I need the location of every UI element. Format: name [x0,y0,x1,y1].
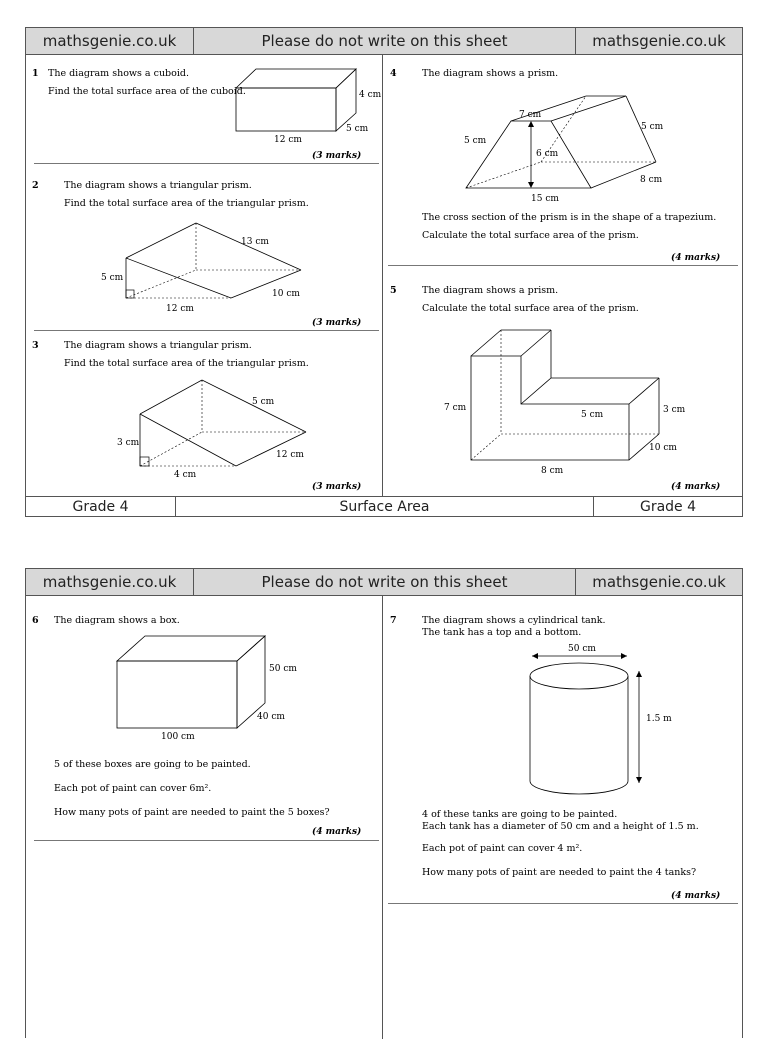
question-3-line-2: Find the total surface area of the triangular prism. [64,358,309,369]
prism2-base-label: 12 cm [166,304,194,314]
box-length-label: 100 cm [161,732,195,742]
question-3-number: 3 [32,340,39,351]
question-6-rule [34,840,379,841]
question-3-marks: (3 marks) [312,482,362,492]
question-6-number: 6 [32,615,39,626]
sheet-1-header [26,28,742,55]
l-shaped-prism-diagram [441,326,701,486]
question-5-line-2: Calculate the total surface area of the prism. [422,303,639,314]
question-4-rule [388,265,738,266]
cuboid-height-label: 4 cm [359,90,382,100]
question-4-marks: (4 marks) [671,253,721,263]
header-left-site: mathsgenie.co.uk [26,28,194,54]
question-6-line-1: The diagram shows a box. [54,615,180,626]
question-6-line-4: How many pots of paint are needed to paint the 5 boxes? [54,807,330,818]
trapezium-prism-diagram [461,90,691,210]
box-height-label: 50 cm [269,664,297,674]
triangular-prism-diagram-1 [96,218,316,318]
l-prism-length-label: 8 cm [541,466,564,476]
question-5-line-1: The diagram shows a prism. [422,285,559,296]
question-7-rule [388,903,738,904]
header-notice: Please do not write on this sheet [194,28,576,54]
question-3-line-1: The diagram shows a triangular prism. [64,340,252,351]
sheet-1-footer [26,496,742,517]
question-5-marks: (4 marks) [671,482,721,492]
question-4-number: 4 [390,68,397,79]
column-divider [382,595,383,1039]
question-1-rule [34,163,379,164]
question-2-marks: (3 marks) [312,318,362,328]
question-1-marks: (3 marks) [312,151,362,161]
prism2-slant-label: 13 cm [241,237,269,247]
l-prism-step-height-label: 3 cm [663,405,686,415]
question-2-line-1: The diagram shows a triangular prism. [64,180,252,191]
trapezium-base-label: 15 cm [531,194,559,204]
footer-topic: Surface Area [176,497,594,517]
question-7-line-1: The diagram shows a cylindrical tank. [422,615,606,626]
header-left-site: mathsgenie.co.uk [26,569,194,595]
trapezium-top-label: 7 cm [519,110,542,120]
footer-left-grade: Grade 4 [26,497,176,517]
question-6-line-2: 5 of these boxes are going to be painted. [54,759,251,770]
question-4-line-1: The diagram shows a prism. [422,68,559,79]
question-7-number: 7 [390,615,397,626]
prism3-base-label: 4 cm [174,470,197,480]
question-7-line-5: Each pot of paint can cover 4 m². [422,843,583,854]
prism3-length-label: 12 cm [276,450,304,460]
trapezium-left-slant-label: 5 cm [464,136,487,146]
question-2-rule [34,330,379,331]
header-right-site: mathsgenie.co.uk [592,32,726,50]
box-depth-label: 40 cm [257,712,285,722]
worksheet-2 [25,568,743,1038]
prism2-length-label: 10 cm [272,289,300,299]
cuboid-diagram [226,61,386,151]
cylinder-diameter-label: 50 cm [568,644,596,654]
question-6-marks: (4 marks) [312,827,362,837]
cuboid-length-label: 12 cm [274,135,302,145]
question-5-number: 5 [390,285,397,296]
header-right-site: mathsgenie.co.uk [592,573,726,591]
l-prism-step-label: 5 cm [581,410,604,420]
sheet-2-header [26,569,742,596]
trapezium-depth-label: 8 cm [640,175,663,185]
footer-right-grade: Grade 4 [639,499,697,515]
question-4-line-3: Calculate the total surface area of the prism. [422,230,639,241]
triangular-prism-diagram-2 [116,378,316,478]
question-1-line-1: The diagram shows a cuboid. [48,68,189,79]
header-notice: Please do not write on this sheet [194,569,576,595]
worksheet-1 [25,27,743,517]
question-7-line-6: How many pots of paint are needed to paint the 4 tanks? [422,867,697,878]
question-1-line-2: Find the total surface area of the cuboid. [48,86,246,97]
question-7-line-2: The tank has a top and a bottom. [422,627,582,638]
prism3-slant-label: 5 cm [252,397,275,407]
question-7-line-3: 4 of these tanks are going to be painted. [422,809,618,820]
box-diagram [111,631,341,743]
question-4-line-2: The cross section of the prism is in the shape of a trapezium. [422,212,717,223]
question-2-line-2: Find the total surface area of the triangular prism. [64,198,309,209]
question-1-number: 1 [32,68,39,79]
prism3-height-label: 3 cm [117,438,140,448]
cylinder-diagram [496,643,696,793]
question-6-line-3: Each pot of paint can cover 6m². [54,783,212,794]
l-prism-height-label: 7 cm [444,403,467,413]
cylinder-height-label: 1.5 m [646,714,672,724]
question-7-line-4: Each tank has a diameter of 50 cm and a height of 1.5 m. [422,821,699,832]
l-prism-depth-label: 10 cm [649,443,677,453]
prism2-height-label: 5 cm [101,273,124,283]
trapezium-height-label: 6 cm [536,149,559,159]
cuboid-depth-label: 5 cm [346,124,369,134]
question-7-marks: (4 marks) [671,891,721,901]
trapezium-right-slant-label: 5 cm [641,122,664,132]
question-2-number: 2 [32,180,39,191]
